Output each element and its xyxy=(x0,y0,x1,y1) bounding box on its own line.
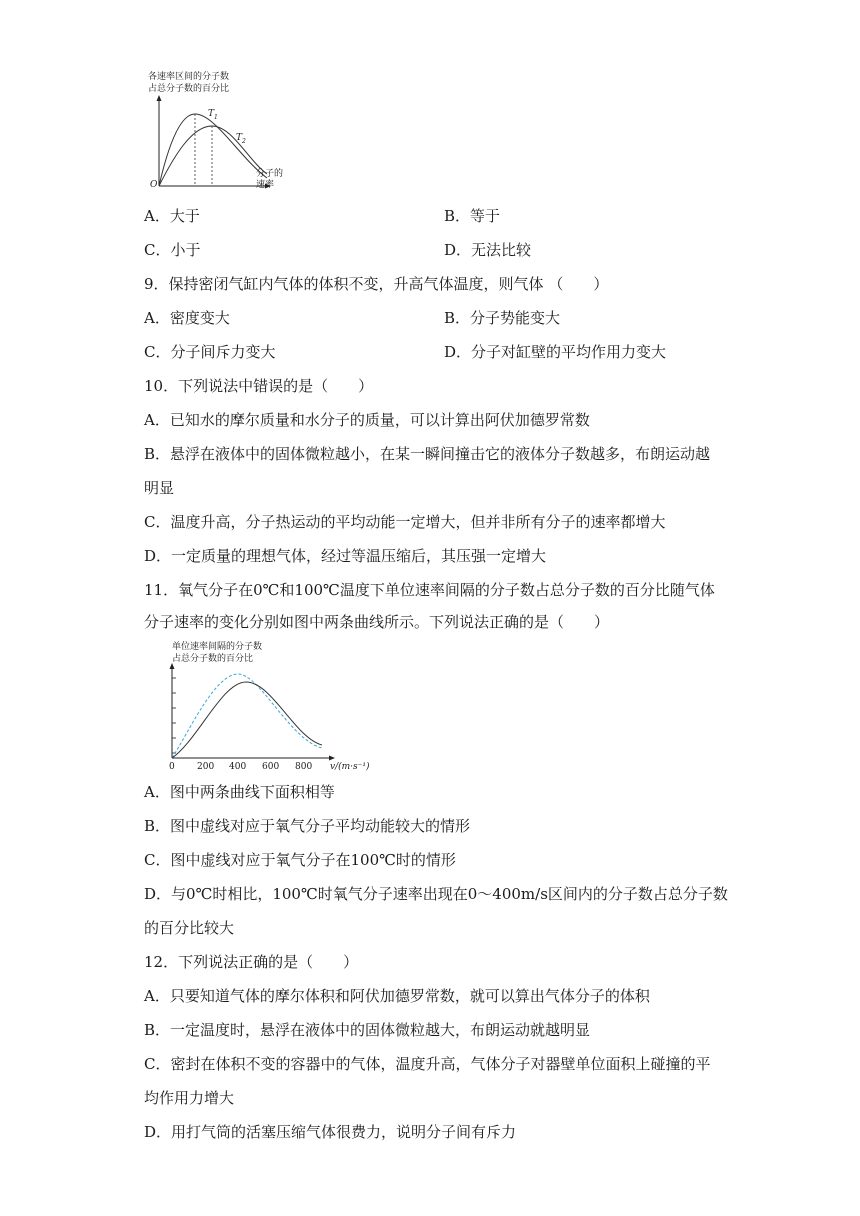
q8-option-d: D．无法比较 xyxy=(444,241,532,259)
q11-option-d-cont: 的百分比较大 xyxy=(144,919,235,937)
q9-option-c: C．分子间斥力变大 xyxy=(144,343,276,361)
q11-option-c: C．图中虚线对应于氧气分子在100℃时的情形 xyxy=(144,851,456,869)
fig2-curve-solid xyxy=(172,682,322,758)
fig2-tick-600: 600 xyxy=(262,762,280,772)
fig1-label-t1: $T_1$ xyxy=(208,109,218,121)
q11-option-d: D．与0℃时相比，100℃时氧气分子速率出现在0～400m/s区间内的分子数占总分子数 xyxy=(144,885,728,903)
q9-option-d: D．分子对缸壁的平均作用力变大 xyxy=(444,343,667,361)
q12-option-b: B．一定温度时，悬浮在液体中的固体微粒越大，布朗运动就越明显 xyxy=(144,1021,591,1039)
fig2-curve-dashed xyxy=(172,674,322,758)
fig2-tick-400: 400 xyxy=(229,762,247,772)
q8-option-a: A．大于 xyxy=(144,207,200,225)
fig1-y-arrow xyxy=(157,95,162,101)
q9-option-b: B．分子势能变大 xyxy=(444,309,561,327)
q12-option-d: D．用打气筒的活塞压缩气体很费力，说明分子间有斥力 xyxy=(144,1123,517,1141)
q10-stem: 10．下列说法中错误的是（ ） xyxy=(144,377,374,395)
q8-option-c: C．小于 xyxy=(144,241,201,259)
fig2-ylabel-2: 占总分子数的百分比 xyxy=(172,654,254,664)
fig2-x-arrow xyxy=(329,756,335,761)
q9-option-a: A．密度变大 xyxy=(144,309,230,327)
fig2-tick-200: 200 xyxy=(197,762,215,772)
q11-option-b: B．图中虚线对应于氧气分子平均动能较大的情形 xyxy=(144,817,471,835)
q10-option-b-cont: 明显 xyxy=(144,479,175,497)
q12-option-c-cont: 均作用力增大 xyxy=(144,1089,235,1107)
q10-option-d: D．一定质量的理想气体，经过等温压缩后，其压强一定增大 xyxy=(144,547,547,565)
fig2-chart xyxy=(160,640,370,776)
q12-stem: 12．下列说法正确的是（ ） xyxy=(144,953,359,971)
fig2-tick-0: 0 xyxy=(169,762,175,772)
q10-option-b: B．悬浮在液体中的固体微粒越小，在某一瞬间撞击它的液体分子数越多，布朗运动越 xyxy=(144,445,711,463)
fig2-ylabel-1: 单位速率间隔的分子数 xyxy=(172,642,263,652)
q12-option-c: C．密封在体积不变的容器中的气体，温度升高，气体分子对器壁单位面积上碰撞的平 xyxy=(144,1055,711,1073)
q10-option-c: C．温度升高，分子热运动的平均动能一定增大，但并非所有分子的速率都增大 xyxy=(144,513,666,531)
fig2-tick-800: 800 xyxy=(295,762,313,772)
q11-stem-cont: 分子速率的变化分别如图中两条曲线所示。下列说法正确的是（ ） xyxy=(144,613,610,631)
fig1-ylabel-2: 占总分子数的百分比 xyxy=(148,84,230,94)
fig1-label-t2: $T_2$ xyxy=(236,133,246,145)
fig2-xlabel: v/(m·s⁻¹) xyxy=(330,762,370,772)
q11-option-a: A．图中两条曲线下面积相等 xyxy=(144,783,335,801)
figure-2 xyxy=(160,640,370,776)
fig1-origin: O xyxy=(150,180,158,190)
fig2-y-arrow xyxy=(170,663,175,669)
q10-option-a: A．已知水的摩尔质量和水分子的质量，可以计算出阿伏加德罗常数 xyxy=(144,411,590,429)
q8-option-b: B．等于 xyxy=(444,207,501,225)
figure-1 xyxy=(140,68,290,198)
q9-stem: 9．保持密闭气缸内气体的体积不变，升高气体温度，则气体 （ ） xyxy=(144,275,609,293)
q11-stem: 11．氧气分子在0℃和100℃温度下单位速率间隔的分子数占总分子数的百分比随气体 xyxy=(144,581,715,599)
q12-option-a: A．只要知道气体的摩尔体积和阿伏加德罗常数，就可以算出气体分子的体积 xyxy=(144,987,650,1005)
fig1-ylabel-1: 各速率区间的分子数 xyxy=(148,72,230,82)
fig1-xlabel-1: 分子的 xyxy=(256,169,284,179)
fig1-xlabel-2: 速率 xyxy=(256,180,275,190)
fig1-curve-t1 xyxy=(159,114,267,186)
